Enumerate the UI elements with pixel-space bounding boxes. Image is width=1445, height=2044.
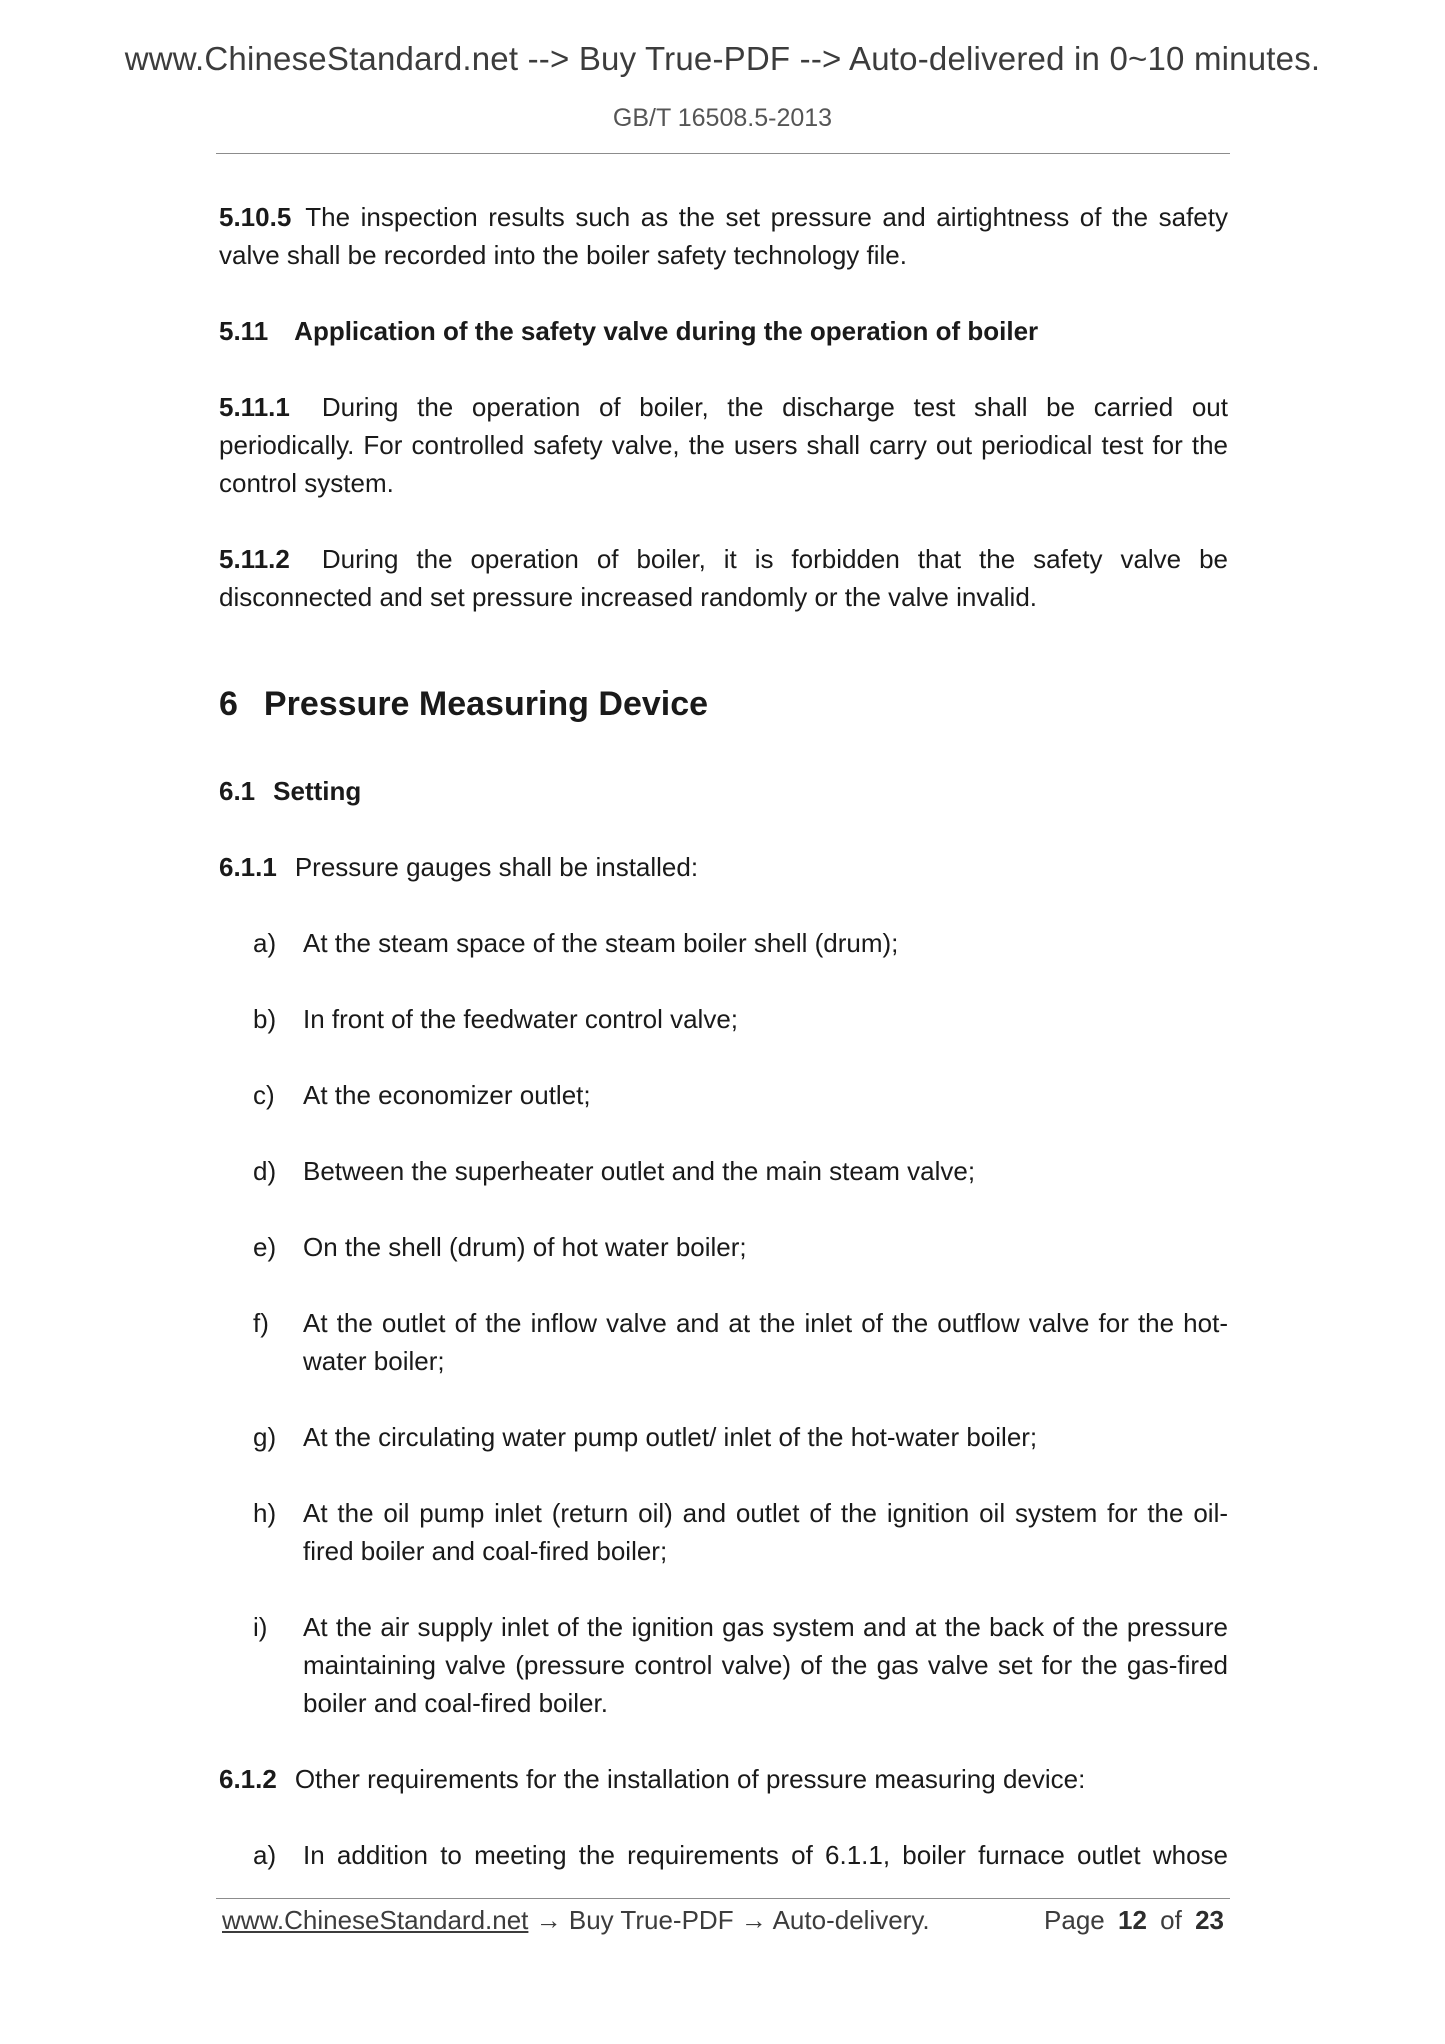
list-marker: a) (253, 928, 277, 958)
header-divider (216, 153, 1230, 154)
clause-text: Other requirements for the installation of pressure measuring device: (294, 1764, 1086, 1794)
section-number: 5.11 (219, 316, 269, 346)
page-total: 23 (1195, 1905, 1224, 1935)
list-item (219, 924, 1228, 962)
clause-number: 5.11.2 (219, 544, 290, 574)
clause-number: 6.1.1 (219, 852, 277, 882)
footer-trail: → Buy True-PDF → Auto-delivery. (535, 1905, 930, 1935)
list-text: In addition to meeting the requirements of 6.1.1, boiler furnace outlet whose (303, 1840, 1228, 1870)
list-item (219, 1418, 1228, 1456)
list-marker: a) (253, 1840, 277, 1870)
list-marker: i) (253, 1612, 268, 1642)
chapter-title: Pressure Measuring Device (263, 685, 709, 723)
page-number (1044, 1905, 1230, 1936)
list-item (219, 1304, 1228, 1380)
clause-6-1-1 (219, 848, 1228, 886)
list-text: At the oil pump inlet (return oil) and outlet of the ignition oil system for the oil-fired boiler and coal-fired boiler; (303, 1498, 1228, 1566)
header-banner: www.ChineseStandard.net --> Buy True-PDF --> Auto-delivered in 0~10 minutes. (124, 40, 1321, 77)
list-marker: d) (253, 1156, 277, 1186)
list-item (219, 1076, 1228, 1114)
list-item (219, 1836, 1228, 1874)
list-marker: f) (253, 1308, 269, 1338)
list-marker: e) (253, 1232, 277, 1262)
page-label: Page (1044, 1905, 1105, 1935)
clause-text: During the operation of boiler, the discharge test shall be carried out periodically. For controlled safety valve, the users shall carry out periodical test for the control system. (219, 392, 1228, 498)
clause-number: 5.10.5 (219, 202, 292, 232)
list-text: At the air supply inlet of the ignition gas system and at the back of the pressure maintaining valve (pressure control valve) of the gas valve set for the gas-fired boiler and coal-fired boiler. (303, 1612, 1228, 1718)
list-marker: h) (253, 1498, 277, 1528)
section-number: 6.1 (219, 776, 256, 806)
footer-divider (216, 1898, 1230, 1899)
clause-text: The inspection results such as the set pressure and airtightness of the safety valve shall be recorded into the boiler safety technology file. (219, 202, 1228, 270)
chapter-6-heading (219, 682, 1228, 726)
list-marker: b) (253, 1004, 277, 1034)
section-title: Application of the safety valve during the operation of boiler (294, 316, 1039, 346)
footer-site-link[interactable]: www.ChineseStandard.net (222, 1905, 529, 1935)
list-item (219, 1228, 1228, 1266)
chapter-number: 6 (219, 685, 238, 723)
section-6-1-heading (219, 772, 1228, 810)
list-marker: g) (253, 1422, 277, 1452)
footer-left (222, 1905, 930, 1935)
page-current: 12 (1118, 1905, 1147, 1935)
clause-5-11-2 (219, 540, 1228, 616)
list-item (219, 1494, 1228, 1570)
list-text: At the economizer outlet; (303, 1080, 591, 1110)
page-footer (222, 1905, 1230, 1936)
list-6-1-2 (219, 1836, 1228, 1874)
document-code: GB/T 16508.5-2013 (612, 104, 833, 132)
list-item (219, 1000, 1228, 1038)
list-item (219, 1608, 1228, 1722)
list-text: At the outlet of the inflow valve and at the inlet of the outflow valve for the hot-water boiler; (303, 1308, 1228, 1376)
clause-number: 6.1.2 (219, 1764, 277, 1794)
section-5-11-heading (219, 312, 1228, 350)
list-text: At the steam space of the steam boiler shell (drum); (303, 928, 899, 958)
clause-6-1-2 (219, 1760, 1228, 1798)
list-text: Between the superheater outlet and the main steam valve; (303, 1156, 976, 1186)
clause-text: During the operation of boiler, it is forbidden that the safety valve be disconnected and set pressure increased randomly or the valve invalid. (219, 544, 1228, 612)
clause-5-10-5 (219, 198, 1228, 274)
list-text: In front of the feedwater control valve; (303, 1004, 739, 1034)
list-text: On the shell (drum) of hot water boiler; (303, 1232, 747, 1262)
page-content (219, 198, 1228, 1874)
section-title: Setting (273, 776, 362, 806)
list-6-1-1 (219, 924, 1228, 1722)
of-label: of (1160, 1905, 1182, 1935)
list-item (219, 1152, 1228, 1190)
list-marker: c) (253, 1080, 275, 1110)
clause-5-11-1 (219, 388, 1228, 502)
clause-text: Pressure gauges shall be installed: (294, 852, 699, 882)
list-text: At the circulating water pump outlet/ inlet of the hot-water boiler; (303, 1422, 1038, 1452)
clause-number: 5.11.1 (219, 392, 290, 422)
